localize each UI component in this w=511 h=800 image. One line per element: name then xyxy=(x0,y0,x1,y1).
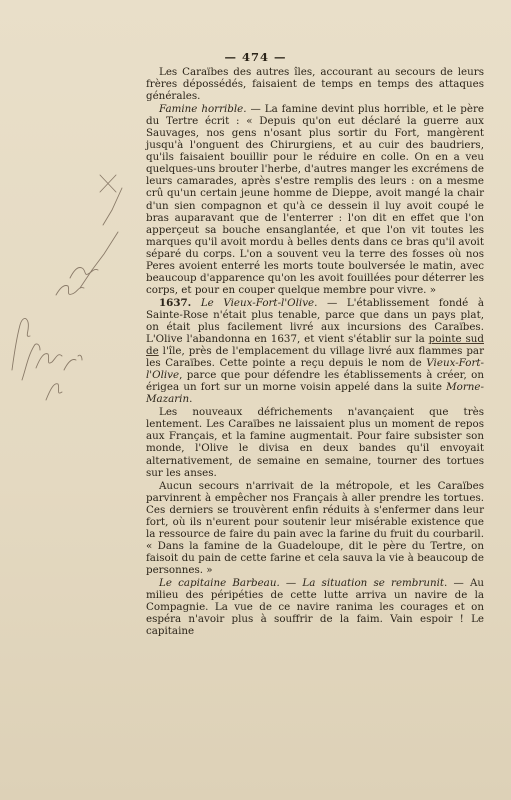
year-marker: 1637. xyxy=(159,296,192,309)
paragraph xyxy=(146,577,484,637)
text-run: — Au milieu des péripéties de cette lutte arriva un navire de la Compagnie. La vue de ce navire ranima les courages et on espéra n'avoir plus à souffrir de la faim. Vain espoir ! Le capitaine xyxy=(146,576,485,638)
place-name: Morne-Mazarin xyxy=(146,381,484,406)
handwritten-margin-annotations xyxy=(0,170,145,430)
text-run: — L'établissement fondé à Sainte-Rose n'était plus tenable, parce que dans un pays plat, on était plus facilement livré aux incursions des Caraïbes. L'Olive l'abandonna en 1637, et vient s'établir sur la xyxy=(146,296,484,346)
paragraph xyxy=(146,406,484,478)
body-text xyxy=(146,66,484,637)
section-heading: Le Vieux-Fort-l'Olive. xyxy=(200,296,318,309)
text-run: Les Caraïbes des autres îles, accourant au secours de leurs frères dépossédés, faisaient de temps en temps des attaques générales. xyxy=(146,66,484,103)
place-name: Vieux-Fort-l'Olive xyxy=(146,357,484,382)
section-heading: La situation se rembrunit. xyxy=(302,576,448,589)
text-run: Les nouveaux défrichements n'avançaient que très lentement. Les Caraïbes ne laissaient plus un moment de repos aux Français, et la famine augmentait. Pour faire subsister son monde, l'Olive le divisa en deux bandes qu'il envoyait alternativement, de semaine en semaine, tourner des tortues sur les anses. xyxy=(146,406,484,479)
underlined-text: pointe sud de xyxy=(146,333,484,358)
text-run xyxy=(191,297,201,309)
text-run: l'île, près de l'emplacement du village livré aux flammes par les Caraïbes. Cette pointe a reçu depuis le nom de xyxy=(146,345,484,370)
paragraph xyxy=(146,66,484,102)
section-heading: Famine horrible. xyxy=(159,103,247,116)
page-number: — 474 — xyxy=(224,50,287,64)
paragraph xyxy=(146,103,484,296)
paragraph xyxy=(146,297,484,405)
text-run: , parce que pour défendre les établissements à créer, on érigea un fort sur un morne voisin appelé dans la suite xyxy=(146,369,484,394)
text-run: — La famine devint plus horrible, et le père du Tertre écrit : « Depuis qu'on eut déclaré la guerre aux Sauvages, nos gens n'osant plus sortir du Fort, mangèrent jusqu'à l'onguent des Chirurgiens, et au cuir des baudriers, qu'ils faisaient bouillir pour le réduire en colle. On en a veu quelques-uns brouter l'herbe, d'autres manger les excrémens de leurs camarades, après s'estre remplis des leurs : on a mesme crû qu'un certain jeune homme de Dieppe, avoit mangé la chair d'un sien compagnon et qu'à ce dessein il luy avoit coupé le bras auparavant que de l'enterrer : l'on dit en effet que l'on apperçeut sa bouche ensanglantée, et que l'on vit toutes les marques qu'il avoit mordu à belles dents dans ce bras qu'il avoit séparé du corps. L'on a souvent veu la terre des fosses où nos Peres avoient enterré les morts toute boulversée le matin, avec beaucoup d'apparence qu'on les avoit fouillées pour déterrer les corps, et pour en couper quelque membre pour vivre. » xyxy=(146,103,484,296)
text-run: . xyxy=(189,393,193,406)
paragraph xyxy=(146,480,484,576)
text-run: Aucun secours n'arrivait de la métropole, et les Caraïbes parvinrent à empêcher nos Français à aller prendre les tortues. Ces derniers se trouvèrent enfin réduits à s'enfermer dans leur fort, où ils n'eurent pour soutenir leur misérable existence que la ressource de faire du pain avec la farine du fruit du courbaril. « Dans la famine de la Guadeloupe, dit le père du Tertre, on faisoit du pain de cette farine et cela sauva la vie à beaucoup de personnes. » xyxy=(146,479,484,576)
text-run: — xyxy=(279,576,303,589)
section-heading: Le capitaine Barbeau. xyxy=(159,576,280,589)
